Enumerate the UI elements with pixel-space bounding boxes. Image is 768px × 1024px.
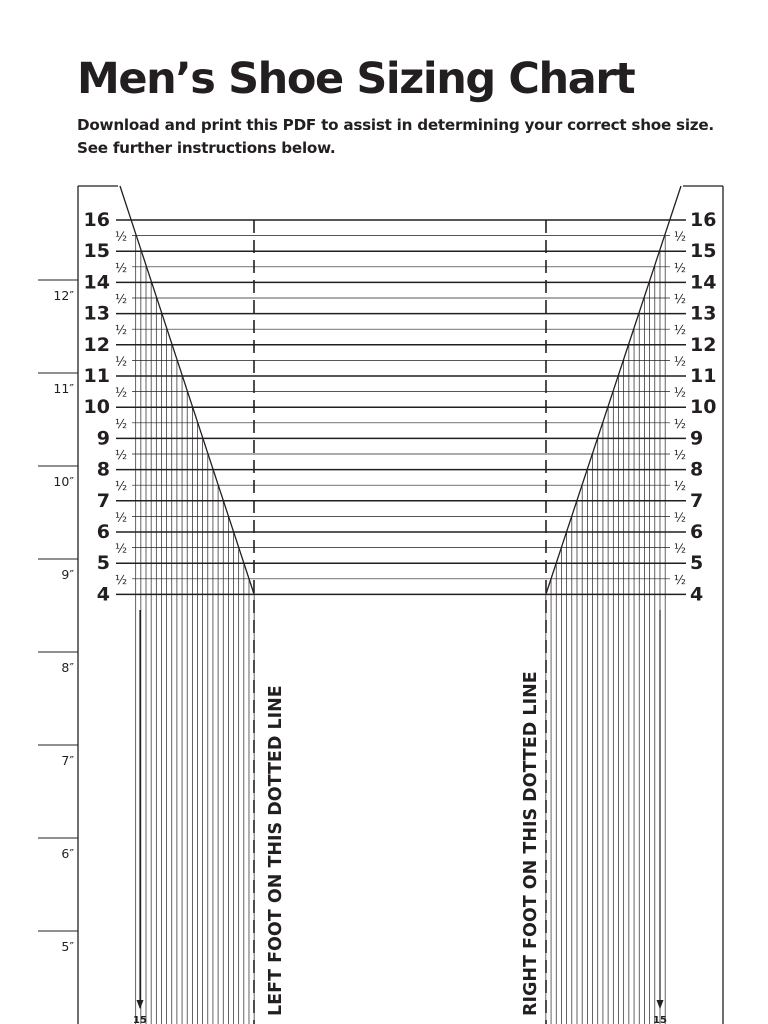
size-label-left: 9 [96, 427, 110, 450]
half-label-left: ½ [115, 259, 128, 275]
half-label-right: ½ [673, 322, 686, 338]
size-label-left: 15 [83, 240, 110, 263]
size-label-left: 12 [83, 333, 110, 356]
half-label-left: ½ [115, 447, 128, 462]
subtitle-line-1: Download and print this PDF to assist in determining your correct shoe size. [77, 116, 714, 134]
size-label-right: 6 [690, 521, 704, 543]
size-label-left: 6 [96, 521, 110, 543]
half-label-left: ½ [115, 415, 128, 431]
half-label-left: ½ [115, 540, 128, 556]
half-label-right: ½ [673, 509, 686, 525]
foot-dotted-lines [254, 220, 546, 1024]
ruler-label: 6″ [61, 846, 74, 861]
half-label-left: ½ [115, 322, 128, 338]
half-label-right: ½ [673, 447, 686, 462]
size-label-right: 11 [690, 365, 717, 387]
size-label-left: 10 [83, 396, 110, 419]
half-label-right: ½ [673, 478, 686, 494]
size-label-right: 14 [690, 271, 717, 294]
half-label-right: ½ [673, 228, 686, 244]
size-label-left: 8 [96, 458, 110, 481]
size-label-right: 16 [690, 209, 717, 231]
half-label-right: ½ [673, 384, 686, 400]
half-label-left: ½ [115, 353, 128, 369]
size-label-left: 5 [96, 552, 110, 575]
size-label-left: 14 [83, 271, 110, 294]
ruler-label: 9″ [61, 567, 74, 582]
ruler-label: 8″ [61, 660, 74, 675]
page-title: Men’s Shoe Sizing Chart [77, 54, 635, 104]
marker-arrow-left [137, 1000, 144, 1009]
half-label-left: ½ [115, 228, 128, 244]
marker-label-left: 15 [133, 1015, 147, 1024]
size-label-right: 5 [690, 552, 704, 575]
size-label-right: 8 [690, 458, 704, 481]
right-foot-instruction: RIGHT FOOT ON THIS DOTTED LINE [521, 671, 541, 1016]
size-label-left: 13 [83, 302, 110, 325]
left-foot-instruction: LEFT FOOT ON THIS DOTTED LINE [266, 685, 286, 1016]
size-label-right: 4 [690, 583, 704, 606]
ruler-label: 5″ [61, 939, 74, 954]
half-label-right: ½ [673, 540, 686, 556]
half-label-left: ½ [115, 384, 128, 400]
subtitle-line-2: See further instructions below. [77, 139, 336, 157]
marker-label-right: 15 [653, 1015, 667, 1024]
chart-frame [78, 186, 723, 1024]
size-label-right: 13 [690, 302, 717, 325]
ruler-label: 11″ [53, 381, 74, 396]
half-label-right: ½ [673, 415, 686, 431]
size-label-right: 9 [690, 427, 704, 450]
half-label-right: ½ [673, 571, 686, 587]
half-label-left: ½ [115, 571, 128, 587]
ruler-label: 12″ [53, 288, 74, 303]
marker-arrow-right [657, 1000, 664, 1009]
size-label-left: 4 [96, 583, 110, 606]
size-label-left: 16 [83, 209, 110, 231]
inch-ruler [38, 280, 78, 954]
ruler-label: 10″ [53, 474, 74, 489]
half-label-left: ½ [115, 509, 128, 525]
size-label-right: 7 [690, 489, 704, 512]
size-label-right: 10 [690, 396, 717, 419]
size-lines [116, 220, 686, 594]
half-label-left: ½ [115, 291, 128, 306]
size-label-left: 11 [83, 365, 110, 387]
ruler-label: 7″ [61, 753, 74, 768]
size-label-right: 15 [690, 240, 717, 263]
foot-instructions [266, 671, 541, 1016]
size-label-right: 12 [690, 333, 717, 356]
vertical-guide-lines [136, 236, 665, 1024]
half-label-right: ½ [673, 259, 686, 275]
half-label-left: ½ [115, 478, 128, 494]
half-label-right: ½ [673, 291, 686, 306]
half-label-right: ½ [673, 353, 686, 369]
size-label-left: 7 [96, 489, 110, 512]
